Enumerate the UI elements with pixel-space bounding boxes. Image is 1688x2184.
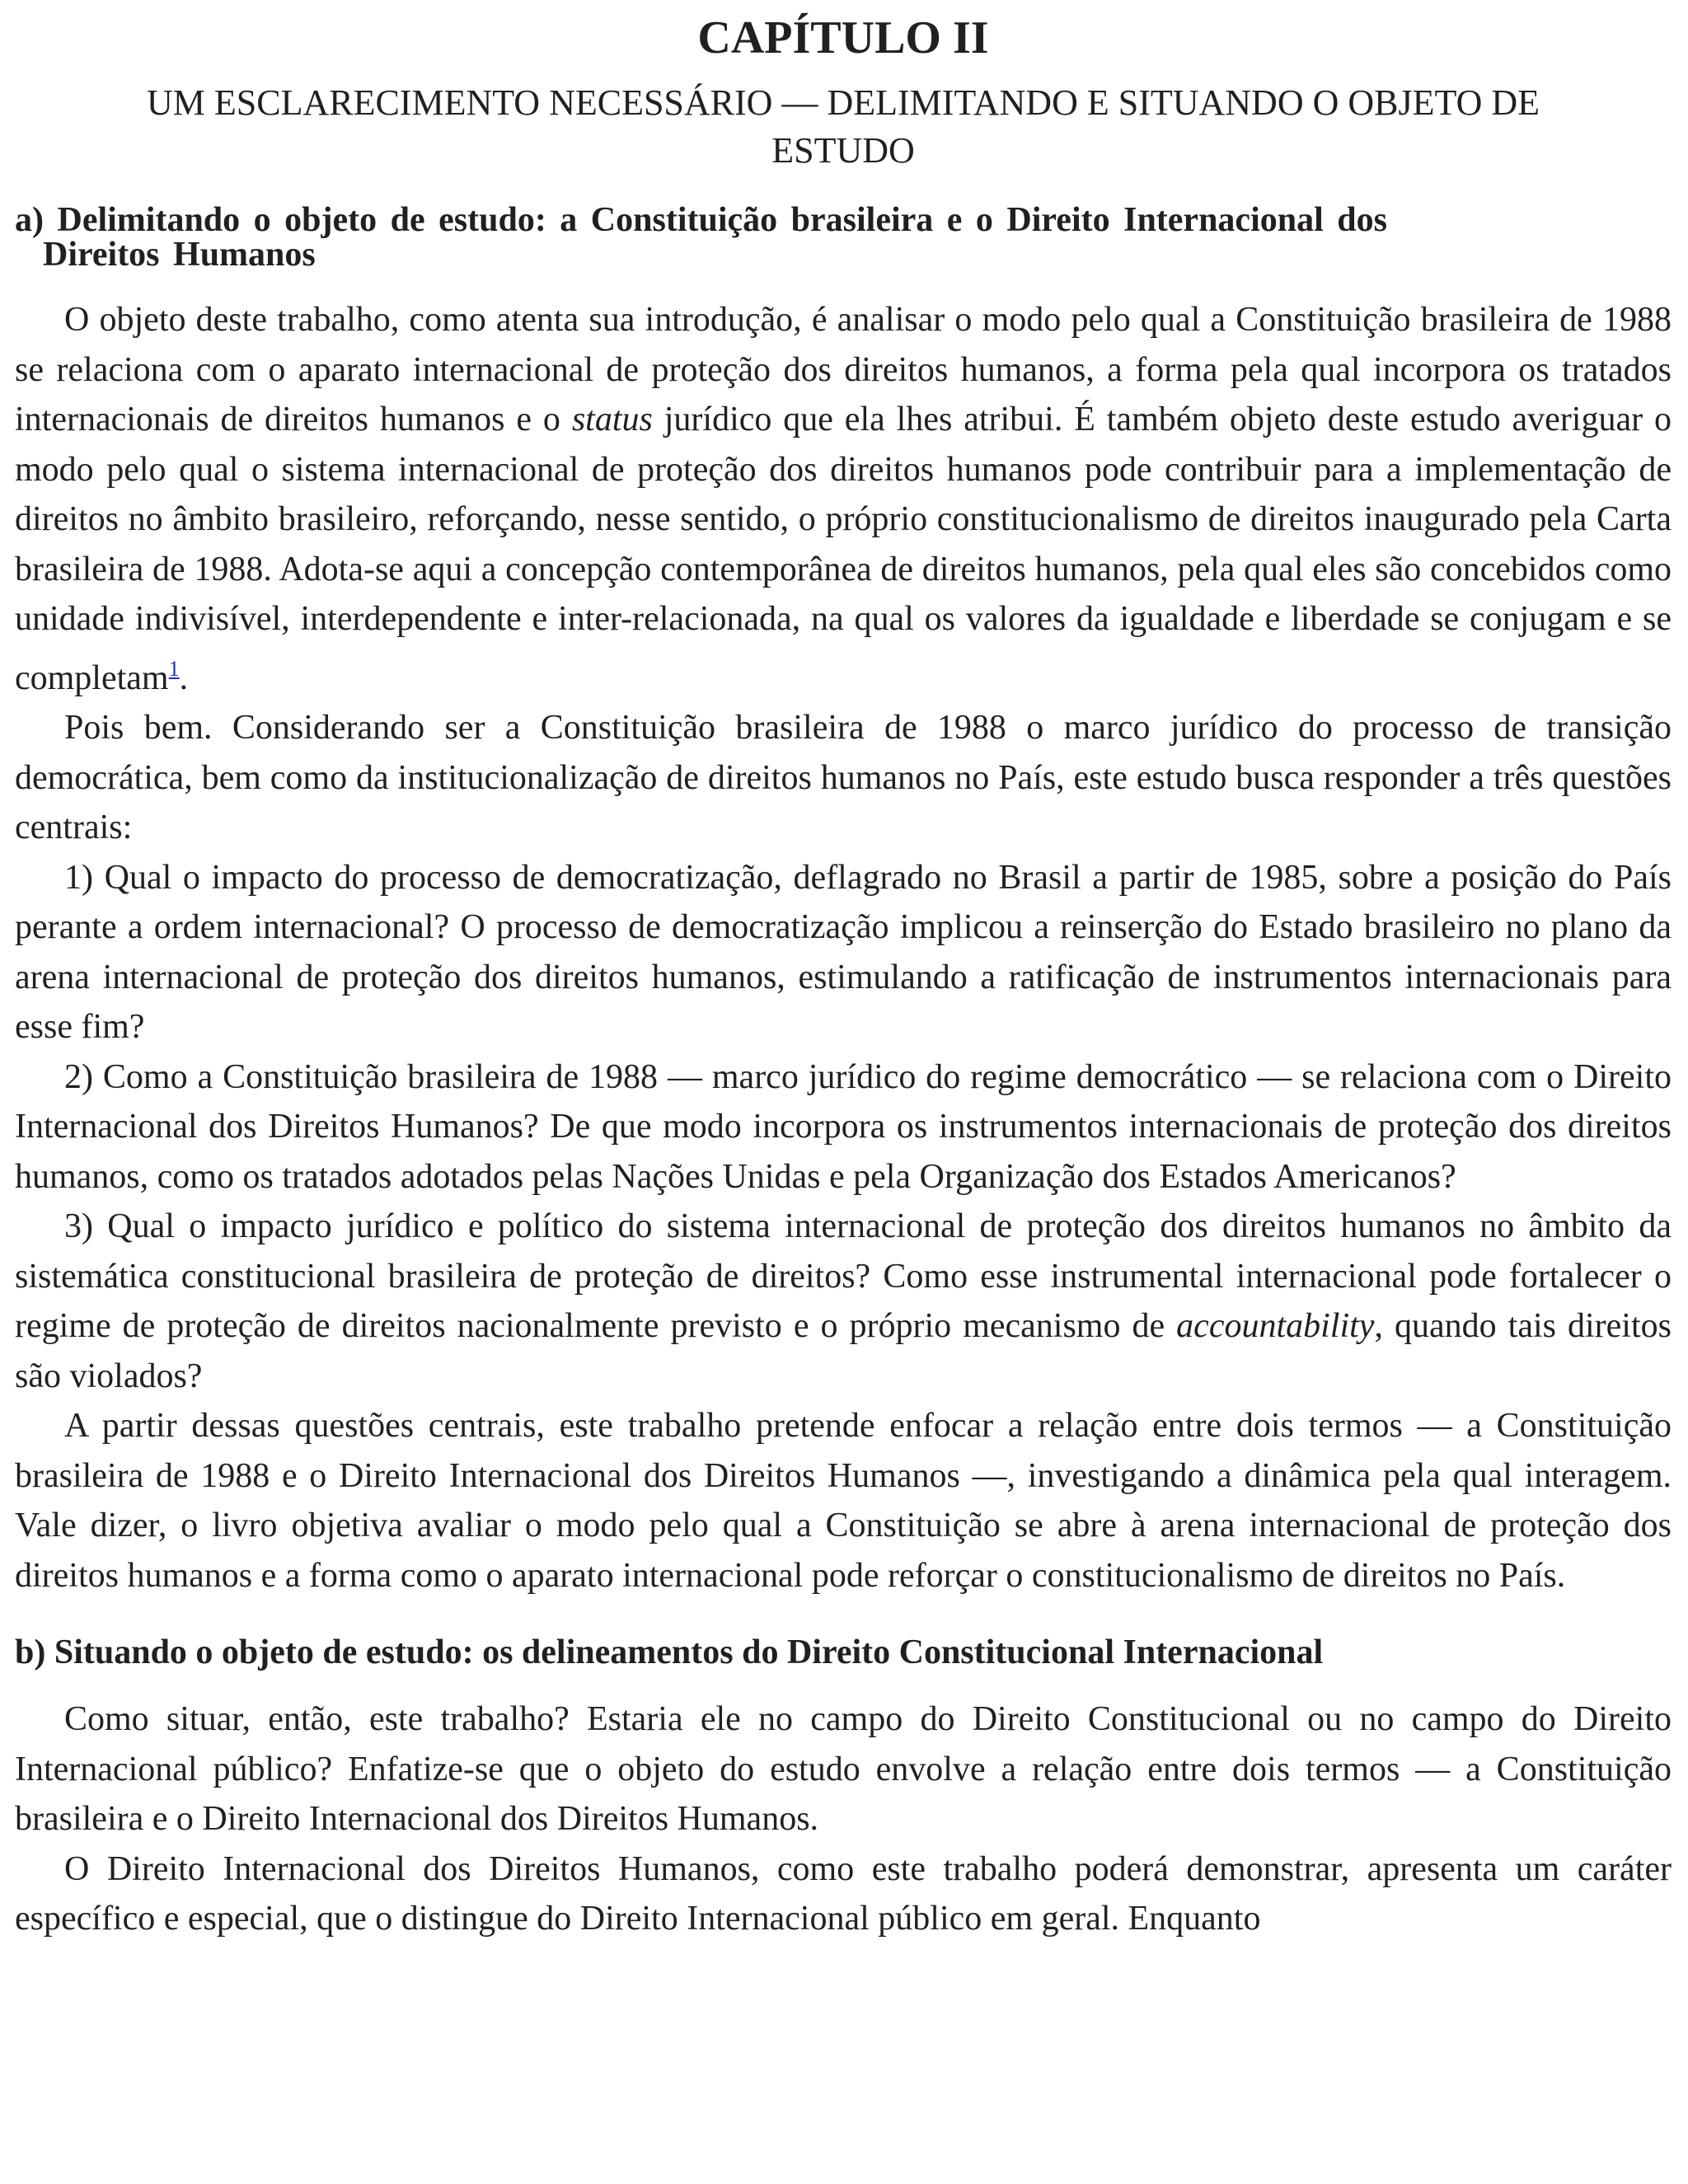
chapter-title: CAPÍTULO II: [697, 12, 989, 63]
section-a-heading-line2: Direitos Humanos: [43, 236, 316, 274]
question-2: 2) Como a Constituição brasileira de 1988 — marco jurídico do regime democrático — se relaciona com o Direito Internacional dos Direitos Humanos? De que modo incorpora os instrumentos internacionais de proteção dos direitos humanos, como os tratados adotados pelas Nações Unidas e pela Organização dos Estados Americanos?: [15, 1057, 1672, 1196]
paragraph-central-questions-intro: Pois bem. Considerando ser a Constituição brasileira de 1988 o marco jurídico do processo de transição democrática, bem como da institucionalização de direitos humanos no País, este estudo busca responder a três questões centrais:: [15, 709, 1672, 846]
italic-term: status: [571, 401, 653, 438]
paragraph-text: 3) Qual o impacto jurídico e político do sistema internacional de proteção dos direitos humanos no âmbito da sistemática constitucional brasileira de proteção de direitos? Como esse instrumental internacional pode fortalecer o regime de proteção de direitos nacionalmente previsto e o próprio mecanismo de: [15, 1207, 1672, 1345]
chapter-subtitle: UM ESCLARECIMENTO NECESSÁRIO — DELIMITANDO E SITUANDO O OBJETO DE ESTUDO: [146, 82, 1540, 171]
document-page: [15, 0, 1672, 1944]
section-a-heading-line1: a) Delimitando o objeto de estudo: a Constituição brasileira e o Direito Internacional dos: [15, 201, 1387, 239]
paragraph-relation-terms: A partir dessas questões centrais, este trabalho pretende enfocar a relação entre dois termos — a Constituição brasileira de 1988 e o Direito Internacional dos Direitos Humanos —, investigando a dinâmica pela qual interagem. Vale dizer, o livro objetiva avaliar o modo pelo qual a Constituição se abre à arena internacional de proteção dos direitos humanos e a forma como o aparato internacional pode reforçar o constitucionalismo de direitos no País.: [15, 1407, 1672, 1595]
question-1: 1) Qual o impacto do processo de democratização, deflagrado no Brasil a partir de 1985, sobre a posição do País perante a ordem internacional? O processo de democratização implicou a reinserção do Estado brasileiro no plano da arena internacional de proteção dos direitos humanos, estimulando a ratificação de instrumentos internacionais para esse fim?: [15, 858, 1672, 1046]
italic-term: accountability: [1176, 1307, 1375, 1345]
paragraph-text: , quando tais direitos são violados?: [15, 1307, 1672, 1395]
paragraph-situating-work: Como situar, então, este trabalho? Estaria ele no campo do Direito Constitucional ou no campo do Direito Internacional público? Enfatize-se que o objeto do estudo envolve a relação entre dois termos — a Constituição brasileira e o Direito Internacional dos Direitos Humanos.: [15, 1700, 1672, 1838]
paragraph-object-of-study: [15, 295, 1672, 703]
question-3: [15, 1202, 1672, 1401]
section-a-heading: [15, 203, 1672, 272]
paragraph-text: O objeto deste trabalho, como atenta sua introdução, é analisar o modo pelo qual a Constituição brasileira de 1988 se relaciona com o aparato internacional de proteção dos direitos humanos, a forma pela qual incorpora os tratados internacionais de direitos humanos e o: [15, 301, 1672, 438]
paragraph-international-law: O Direito Internacional dos Direitos Humanos, como este trabalho poderá demonstrar, apresenta um caráter específico e especial, que o distingue do Direito Internacional público em geral. Enquanto: [15, 1849, 1672, 1938]
footnote-link[interactable]: 1: [168, 656, 180, 681]
paragraph-text: .: [179, 658, 189, 697]
paragraph-text: jurídico que ela lhes atribui. É também objeto deste estudo averiguar o modo pelo qual o sistema internacional de proteção dos direitos humanos pode contribuir para a implementação de direitos no âmbito brasileiro, reforçando, nesse sentido, o próprio constitucionalismo de direitos inaugurado pela Carta brasileira de 1988. Adota-se aqui a concepção contemporânea de direitos humanos, pela qual eles são concebidos como unidade indivisível, interdependente e inter-relacionada, na qual os valores da igualdade e liberdade se conjugam e se completam: [15, 401, 1672, 697]
section-b-heading: b) Situando o objeto de estudo: os delineamentos do Direito Constitucional Internacional: [15, 1633, 1324, 1671]
